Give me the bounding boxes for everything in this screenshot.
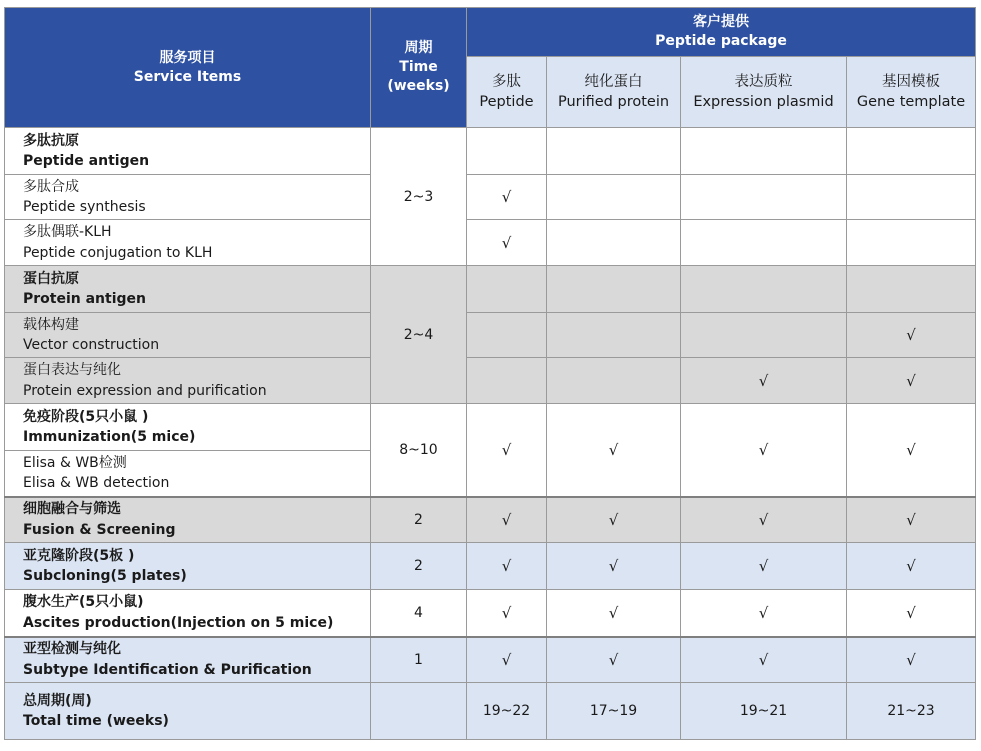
col-purified-protein-en: Purified protein [557,94,670,110]
table-row [5,266,976,313]
row-label-zh: 亚克隆阶段(5板 ) [23,547,135,564]
col-purified-protein-header [547,57,681,128]
row-label [5,637,371,683]
check-cell [467,313,547,358]
row-label [5,404,371,451]
service-items-header-zh: 服务项目 [159,49,216,66]
check-cell: √ [467,543,547,590]
total-gene-template: 21~23 [847,683,976,740]
check-cell [847,175,976,220]
check-cell: √ [681,543,847,590]
row-label-en: Peptide synthesis [23,199,146,215]
service-items-table [4,7,976,740]
check-cell: √ [681,590,847,637]
check-cell: √ [847,590,976,637]
time-cell: 2~4 [371,266,467,404]
customer-provide-header [467,8,976,57]
total-expression-plasmid: 19~21 [681,683,847,740]
time-cell: 2 [371,497,467,543]
row-label-en: Protein antigen [23,291,146,307]
row-label-en: Elisa & WB detection [23,475,170,492]
row-label-zh: 蛋白表达与纯化 [23,362,121,378]
time-cell: 4 [371,590,467,637]
check-cell: √ [681,358,847,404]
col-expression-plasmid-header [681,57,847,128]
row-label [5,451,371,497]
check-cell [847,266,976,313]
table-row [5,543,976,590]
time-header-en: Time [399,59,438,75]
table-row [5,313,976,358]
service-table-container [4,7,976,740]
row-label [5,358,371,404]
check-cell [467,358,547,404]
row-label-zh: 蛋白抗原 [23,270,79,287]
customer-provide-zh: 客户提供 [693,14,749,30]
row-label-en: Protein expression and purification [23,382,267,399]
check-cell: √ [467,404,547,497]
check-cell [681,175,847,220]
table-row [5,637,976,683]
row-label-en: Subtype Identification & Purification [23,661,312,678]
check-cell [547,175,681,220]
check-cell: √ [547,637,681,683]
total-label-zh: 总周期(周) [23,692,92,709]
check-cell: √ [681,497,847,543]
table-row [5,358,976,404]
check-cell [547,266,681,313]
row-label-zh: 多肽抗原 [23,132,79,149]
check-cell [681,128,847,175]
time-cell: 1 [371,637,467,683]
total-label-en: Total time (weeks) [23,713,169,729]
row-label-en: Ascites production(Injection on 5 mice) [23,614,334,631]
service-items-header-en: Service Items [133,68,242,85]
check-cell: √ [847,497,976,543]
check-cell: √ [547,404,681,497]
row-label [5,590,371,637]
row-label-zh: 腹水生产(5只小鼠) [23,594,144,611]
check-cell: √ [847,313,976,358]
time-cell: 8~10 [371,404,467,497]
col-gene-template-header [847,57,976,128]
row-label [5,543,371,590]
check-cell [681,313,847,358]
check-cell [681,220,847,266]
time-cell: 2~3 [371,128,467,266]
col-gene-template-zh: 基因模板 [882,74,940,90]
total-row [5,683,976,740]
total-time-cell [371,683,467,740]
col-peptide-zh: 多肽 [492,74,521,90]
check-cell: √ [681,404,847,497]
check-cell: √ [547,590,681,637]
check-cell: √ [547,497,681,543]
check-cell: √ [847,543,976,590]
row-label [5,266,371,313]
col-peptide-header [467,57,547,128]
check-cell: √ [681,637,847,683]
row-label-zh: 细胞融合与筛选 [23,501,121,518]
row-label [5,220,371,266]
time-header-zh: 周期 [404,40,433,56]
time-cell: 2 [371,543,467,590]
row-label-en: Peptide antigen [23,153,150,169]
table-row [5,128,976,175]
row-label [5,128,371,175]
check-cell [547,313,681,358]
check-cell: √ [467,220,547,266]
table-row [5,590,976,637]
row-label [5,175,371,220]
check-cell [467,266,547,313]
row-label [5,313,371,358]
check-cell [681,266,847,313]
check-cell: √ [847,637,976,683]
check-cell [847,220,976,266]
check-cell [467,128,547,175]
total-label [5,683,371,740]
check-cell: √ [547,543,681,590]
check-cell: √ [847,404,976,497]
row-label-zh: 载体构建 [23,316,79,333]
check-cell: √ [467,497,547,543]
check-cell [547,358,681,404]
check-cell: √ [847,358,976,404]
check-cell [547,128,681,175]
check-cell [847,128,976,175]
table-row [5,220,976,266]
col-peptide-en: Peptide [479,94,534,110]
row-label-zh: 免疫阶段(5只小鼠 ) [23,408,149,425]
table-row [5,175,976,220]
col-expression-plasmid-zh: 表达质粒 [734,74,793,90]
row-label-zh: 亚型检测与纯化 [23,641,121,658]
total-purified-protein: 17~19 [547,683,681,740]
total-peptide: 19~22 [467,683,547,740]
row-label-zh: Elisa & WB检测 [23,454,127,471]
table-row [5,497,976,543]
check-cell [547,220,681,266]
row-label-en: Peptide conjugation to KLH [23,244,213,261]
row-label [5,497,371,543]
row-label-en: Vector construction [23,337,160,353]
check-cell: √ [467,637,547,683]
row-label-en: Subcloning(5 plates) [23,568,187,584]
row-label-zh: 多肽偶联-KLH [23,224,112,240]
time-header [371,8,467,128]
header-row [5,8,976,57]
col-expression-plasmid-en: Expression plasmid [693,94,834,110]
time-header-unit: (weeks) [387,78,450,94]
col-gene-template-en: Gene template [856,94,966,110]
customer-provide-en: Peptide package [655,33,787,49]
row-label-en: Fusion & Screening [23,521,176,538]
service-items-header [5,8,371,128]
row-label-en: Immunization(5 mice) [23,429,196,445]
check-cell: √ [467,590,547,637]
table-row [5,404,976,451]
check-cell: √ [467,175,547,220]
col-purified-protein-zh: 纯化蛋白 [584,74,643,90]
row-label-zh: 多肽合成 [23,178,79,195]
